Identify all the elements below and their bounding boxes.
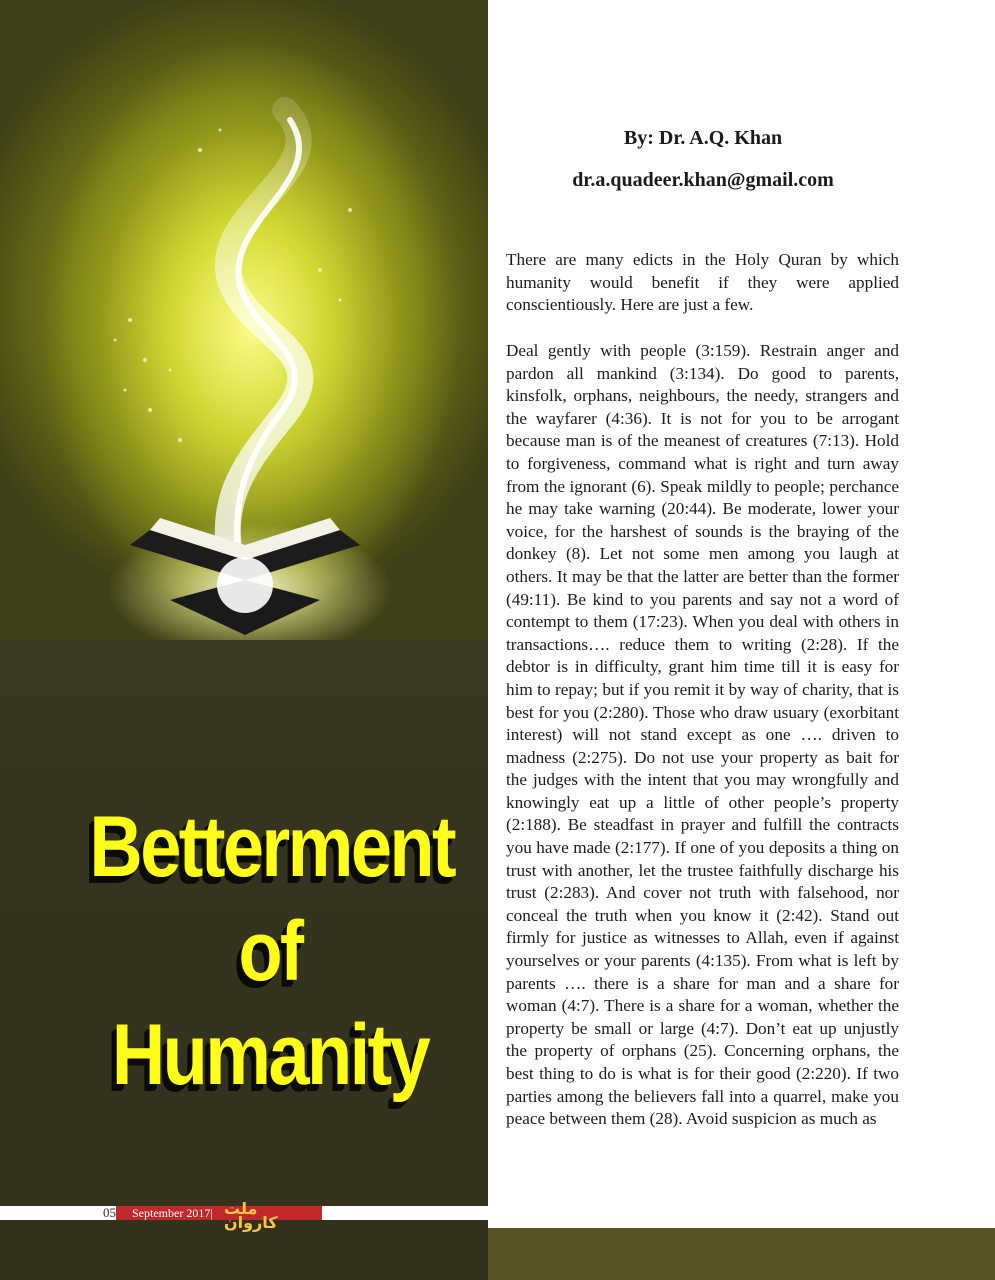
title-line-2: of — [238, 904, 302, 998]
issue-date: September 2017| — [132, 1206, 213, 1220]
author-byline: By: Dr. A.Q. Khan — [623, 127, 783, 149]
cover-illustration-panel — [0, 0, 488, 1280]
author-email: dr.a.quadeer.khan@gmail.com — [572, 169, 834, 191]
footer-issue-bar — [116, 1199, 322, 1232]
magazine-logo: ملت کاروان — [224, 1199, 278, 1232]
article-title — [60, 795, 480, 1107]
article-paragraph: There are many edicts in the Holy Quran by which humanity would benefit if they were applied conscientiously. Here are just a few. — [506, 250, 899, 315]
open-book-illustration — [110, 500, 380, 640]
article-paragraph: Deal gently with people (3:159). Restrain anger and pardon all mankind (3:134). Do good to parents, kinsfolk, orphans, neighbours, the needy, strangers and the wayfarer (4:36). It is not for you to be arrogant because man is of the meanest of creatures (7:13). Hold to forgiveness, command what is right and turn away from the ignorant (6). Speak mildly to people; perchance he may take warning (20:44). Be moderate, lower your voice, for the harshest of sounds is the braying of the donkey (8). Let not some men among you laugh at others. It may be that the latter are better than the former (49:11). Be kind to you parents and say not a word of contempt to them (17:23). When you deal with others in transactions…. reduce them to writing (2:28). If the debtor is in difficulty, grant him time till it is easy for him to repay; but if you remit it by way of charity, that is best for you (2:280). Those who draw usuary (exorbitant interest) will not stand except as one …. driven to madness (2:275). Do not use your property as bait for the judges with the intent that you may wrongfully and knowingly eat up a little of other people’s property (2:188). Be steadfast in prayer and fulfill the contracts you have made (2:177). If one of you deposits a thing on trust with another, let the trustee faithfully discharge his trust (2:283). And cover not truth with falsehood, nor conceal the truth when you know it (2:42). Stand out firmly for justice as witnesses to Allah, even if against yourselves or your parents (4:135). From what is left by parents …. there is a share for man and a share for woman (4:7). There is a share for a woman, whether the property be small or large (4:7). Don’t eat up unjustly the property of orphans (25). Concerning orphans, the best thing to do is what is for their good (2:220). If two parties among the believers fall into a quarrel, make you peace between them (28). Avoid suspicion as much as — [506, 341, 899, 1129]
title-line-3: Humanity — [111, 1007, 429, 1103]
title-line-1: Betterment — [89, 799, 455, 895]
page-number: 05 — [103, 1205, 116, 1220]
bottom-color-bar — [488, 1228, 995, 1280]
